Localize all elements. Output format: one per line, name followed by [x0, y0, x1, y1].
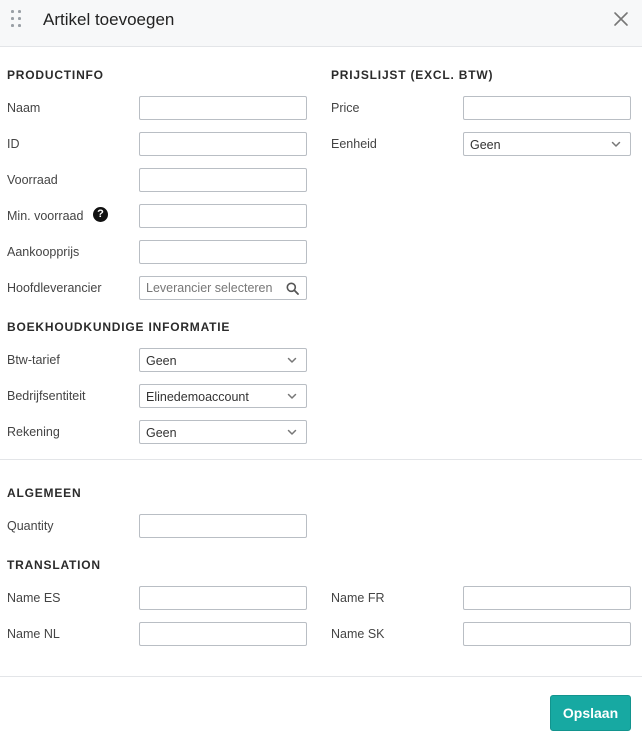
aankoopprijs-label: Aankoopprijs [7, 245, 80, 259]
search-icon[interactable] [286, 282, 299, 295]
close-icon[interactable] [611, 9, 631, 29]
chevron-down-icon [611, 141, 621, 148]
quantity-label: Quantity [7, 519, 54, 533]
btw-tarief-select-value: Geen [146, 354, 177, 368]
boekhouding-section-title: BOEKHOUDKUNDIGE INFORMATIE [7, 320, 231, 334]
btw-tarief-label: Btw-tarief [7, 353, 60, 367]
btw-tarief-select[interactable] [139, 348, 307, 372]
name-nl-input[interactable] [139, 622, 307, 646]
dialog-header [0, 0, 642, 47]
id-label: ID [7, 137, 20, 151]
name-es-input[interactable] [139, 586, 307, 610]
name-es-label: Name ES [7, 591, 61, 605]
eenheid-label: Eenheid [331, 137, 377, 151]
chevron-down-icon [287, 429, 297, 436]
rekening-select[interactable] [139, 420, 307, 444]
eenheid-select[interactable] [463, 132, 631, 156]
bedrijfsentiteit-select-value: Elinedemoaccount [146, 390, 249, 404]
footer-divider [0, 676, 642, 677]
save-button[interactable]: Opslaan [550, 695, 631, 731]
productinfo-section-title: PRODUCTINFO [7, 68, 104, 82]
price-input[interactable] [463, 96, 631, 120]
min-voorraad-label: Min. voorraad [7, 209, 84, 223]
id-input[interactable] [139, 132, 307, 156]
name-fr-input[interactable] [463, 586, 631, 610]
chevron-down-icon [287, 357, 297, 364]
rekening-select-value: Geen [146, 426, 177, 440]
section-divider [0, 459, 642, 460]
question-circle-icon[interactable]: ? [93, 207, 108, 222]
name-sk-label: Name SK [331, 627, 385, 641]
name-nl-label: Name NL [7, 627, 60, 641]
bedrijfsentiteit-select[interactable] [139, 384, 307, 408]
chevron-down-icon [287, 393, 297, 400]
leverancier-search-input[interactable] [140, 277, 282, 299]
drag-handle-icon[interactable] [11, 10, 23, 28]
min-voorraad-input[interactable] [139, 204, 307, 228]
eenheid-select-value: Geen [470, 138, 501, 152]
translation-section-title: TRANSLATION [7, 558, 101, 572]
voorraad-label: Voorraad [7, 173, 58, 187]
naam-input[interactable] [139, 96, 307, 120]
voorraad-input[interactable] [139, 168, 307, 192]
leverancier-search[interactable] [139, 276, 307, 300]
aankoopprijs-input[interactable] [139, 240, 307, 264]
naam-label: Naam [7, 101, 41, 115]
algemeen-section-title: ALGEMEEN [7, 486, 82, 500]
dialog-title: Artikel toevoegen [43, 10, 175, 29]
name-sk-input[interactable] [463, 622, 631, 646]
prijslijst-section-title: PRIJSLIJST (EXCL. BTW) [331, 68, 494, 82]
price-label: Price [331, 101, 360, 115]
name-fr-label: Name FR [331, 591, 385, 605]
rekening-label: Rekening [7, 425, 60, 439]
bedrijfsentiteit-label: Bedrijfsentiteit [7, 389, 86, 403]
quantity-input[interactable] [139, 514, 307, 538]
hoofdleverancier-label: Hoofdleverancier [7, 281, 102, 295]
